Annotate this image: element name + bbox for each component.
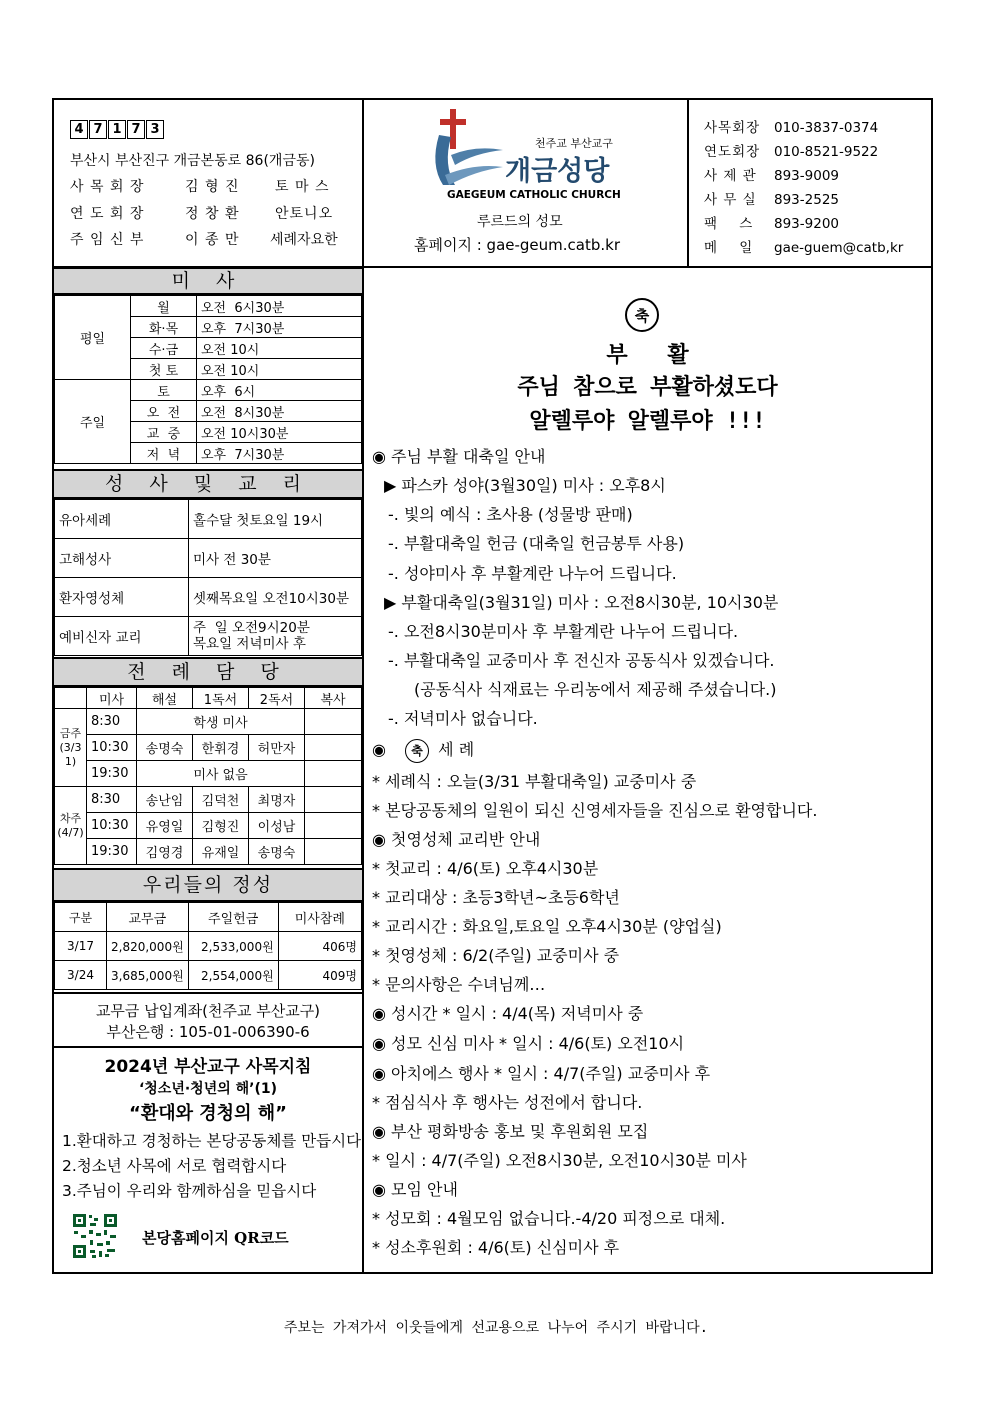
commentator: 송명숙	[137, 735, 193, 761]
church-name: 개금성당	[505, 156, 610, 187]
sunday-offering-amount: 2,533,000원	[188, 932, 278, 961]
first-reader: 유재일	[193, 839, 249, 865]
sacrament-name: 고해성사	[55, 539, 189, 578]
column-header: 복사	[305, 688, 362, 709]
contact-value: 893-2525	[774, 192, 839, 208]
altar-server	[305, 813, 362, 839]
mass-time: 오후 7시30분	[197, 317, 362, 338]
pastoral-item: 3.주님이 우리와 함께하심을 믿읍시다	[62, 1182, 317, 1200]
mass-time: 오전 10시	[197, 359, 362, 380]
schedule-item: ▶ 부활대축일(3월31일) 미사 : 오전8시30분, 10시30분	[384, 593, 779, 612]
contact-value: 893-9200	[774, 216, 839, 232]
staff-name: 정 창 환	[185, 206, 240, 222]
column-header: 구분	[55, 903, 107, 932]
sacrament-time: 주 일 오전9시20분	[193, 620, 310, 636]
sacrament-name: 환자영성체	[55, 578, 189, 617]
mass-day: 첫 토	[131, 359, 197, 380]
section-heading: ◉ 성시간 * 일시 : 4/4(목) 저녁미사 중	[372, 1004, 644, 1023]
sacrament-name: 유아세례	[55, 500, 189, 539]
column-header: 교무금	[107, 903, 189, 932]
notice-item: * 일시 : 4/7(주일) 오전8시30분, 오전10시30분 미사	[372, 1151, 747, 1170]
corner-cell	[55, 688, 87, 709]
easter-subtitle: 주님 참으로 부활하셨도다	[517, 375, 778, 400]
staff-baptism-name: 토 마 스	[275, 179, 330, 195]
section-heading: ◉ 성모 신심 미사 * 일시 : 4/6(토) 오전10시	[372, 1034, 685, 1053]
baptism-title: 세 례	[438, 740, 475, 759]
detail-note: (공동식사 식재료는 우리농에서 제공해 주셨습니다.)	[414, 680, 777, 699]
mass-day: 화·목	[131, 317, 197, 338]
notice-item: * 문의사항은 수녀님께…	[372, 975, 546, 994]
homepage-link[interactable]: 홈페이지 : gae-geum.catb.kr	[414, 236, 621, 254]
zip-digit: 4	[70, 120, 88, 139]
roster-note: 학생 미사	[137, 709, 305, 735]
detail-item: -. 부활대축일 헌금 (대축일 헌금봉투 사용)	[388, 534, 685, 553]
church-english-name: GAEGEUM CATHOLIC CHURCH	[447, 189, 621, 201]
staff-name: 이 종 만	[185, 232, 240, 248]
notice-item: * 첫교리 : 4/6(토) 오후4시30분	[372, 859, 599, 878]
bank-account-number: 부산은행 : 105-01-006390-6	[106, 1023, 310, 1041]
detail-item: -. 저녁미사 없습니다.	[388, 709, 538, 728]
mass-time: 8:30	[87, 787, 137, 813]
first-reader: 김덕천	[193, 787, 249, 813]
section-heading: ◉ 모임 안내	[372, 1180, 458, 1199]
bullet-icon: ◉	[372, 740, 386, 759]
column-header: 미사	[87, 688, 137, 709]
staff-role: 연 도 회 장	[70, 206, 145, 222]
mass-schedule-table	[54, 295, 362, 464]
altar-server	[305, 839, 362, 865]
contact-label: 팩 스	[704, 216, 754, 232]
sacrament-time: 목요일 저녁미사 후	[193, 636, 306, 652]
altar-server	[305, 735, 362, 761]
notice-item: * 성소후원회 : 4/6(토) 신심미사 후	[372, 1238, 620, 1257]
contact-label: 메 일	[704, 240, 754, 256]
contact-row	[704, 116, 878, 136]
pastoral-item: 1.환대하고 경청하는 본당공동체를 만듭시다	[62, 1132, 362, 1150]
second-reader: 송명숙	[249, 839, 305, 865]
detail-item: -. 오전8시30분미사 후 부활계란 나누어 드립니다.	[388, 622, 739, 641]
mass-time: 8:30	[87, 709, 137, 735]
column-header: 해설	[137, 688, 193, 709]
column-header: 주일헌금	[188, 903, 278, 932]
contact-value: 010-3837-0374	[774, 120, 879, 136]
celebration-badge-icon: 축	[625, 298, 659, 332]
contact-row	[704, 140, 878, 160]
tithe-amount: 3,685,000원	[107, 961, 189, 990]
contact-value: 010-8521-9522	[774, 144, 879, 160]
easter-title: 부 활	[606, 343, 689, 368]
liturgy-roster-table	[54, 687, 362, 865]
contact-row	[704, 188, 839, 208]
sacrament-time: 미사 전 30분	[189, 539, 362, 578]
contact-label: 연도회장	[704, 144, 761, 160]
mass-time: 오전 10시30분	[197, 422, 362, 443]
mass-day: 토	[131, 380, 197, 401]
staff-role: 사 목 회 장	[70, 179, 145, 195]
sunday-offering-amount: 2,554,000원	[188, 961, 278, 990]
mass-time: 19:30	[87, 839, 137, 865]
mass-day: 저 녁	[131, 443, 197, 464]
mass-time: 오전 10시	[197, 338, 362, 359]
contact-row	[704, 164, 839, 184]
column-header: 2독서	[249, 688, 305, 709]
sacrament-time: 셋째목요일 오전10시30분	[189, 578, 362, 617]
detail-item: -. 성야미사 후 부활계란 나누어 드립니다.	[388, 564, 677, 583]
alleluia-line: 알렐루야 알렐루야 !!!	[529, 409, 766, 434]
zip-digit: 7	[127, 120, 145, 139]
sacraments-section-title: 성 사 및 교 리	[54, 469, 362, 499]
section-heading: ◉ 주님 부활 대축일 안내	[372, 447, 546, 466]
first-reader: 김형진	[193, 813, 249, 839]
liturgy-section-title: 전 례 담 당	[54, 657, 362, 687]
section-heading: ◉ 아치에스 행사 * 일시 : 4/7(주일) 교중미사 후	[372, 1064, 711, 1083]
contact-label: 사목회장	[704, 120, 761, 136]
mass-time: 오후 6시	[197, 380, 362, 401]
weekday-label: 평일	[55, 296, 131, 380]
mass-time: 10:30	[87, 735, 137, 761]
offering-section-title: 우리들의 정성	[54, 868, 362, 902]
zip-code	[70, 120, 164, 139]
section-line	[52, 992, 362, 994]
pastoral-theme: “환대와 경청의 해”	[129, 1103, 287, 1124]
notice-item: * 교리대상 : 초등3학년~초등6학년	[372, 888, 620, 907]
notice-item: * 교리시간 : 화요일,토요일 오후4시30분 (양업실)	[372, 917, 722, 936]
sacrament-time: 홀수달 첫토요일 19시	[189, 500, 362, 539]
mass-time: 오후 7시30분	[197, 443, 362, 464]
celebration-badge-icon: 축	[405, 739, 429, 763]
account-info: 교무금 납입계좌(천주교 부산교구)	[95, 1002, 321, 1020]
notice-item: * 성모회 : 4월모임 없습니다.-4/20 피정으로 대체.	[372, 1209, 726, 1228]
contact-value: 893-9009	[774, 168, 839, 184]
week-label: 차주(4/7)	[55, 787, 87, 865]
qr-code-icon[interactable]	[72, 1213, 118, 1259]
church-logo	[425, 105, 665, 205]
detail-item: -. 부활대축일 교중미사 후 전신자 공동식사 있겠습니다.	[388, 651, 775, 670]
offering-table	[54, 902, 362, 990]
contact-value[interactable]: gae-guem@catb,kr	[774, 240, 904, 256]
footer-note: 주보는 가져가서 이웃들에게 선교용으로 나누어 주시기 바랍니다.	[283, 1320, 709, 1336]
roster-note: 미사 없음	[137, 761, 305, 787]
notice-item: * 점심식사 후 행사는 성전에서 합니다.	[372, 1093, 643, 1112]
contact-label: 사 무 실	[704, 192, 757, 208]
sunday-label: 주일	[55, 380, 131, 464]
patron-saint: 루르드의 성모	[477, 214, 563, 230]
contact-label: 사 제 관	[704, 168, 757, 184]
diocese-name: 천주교 부산교구	[535, 137, 613, 150]
first-reader: 한휘경	[193, 735, 249, 761]
column-header: 미사참례	[278, 903, 361, 932]
mass-time: 19:30	[87, 761, 137, 787]
pastoral-guideline-title: 2024년 부산교구 사목지침	[104, 1057, 312, 1077]
qr-code-label: 본당홈페이지 QR코드	[142, 1229, 289, 1247]
commentator: 유영일	[137, 813, 193, 839]
zip-digit: 3	[146, 120, 164, 139]
sacrament-name: 예비신자 교리	[55, 617, 189, 656]
mass-section-title: 미 사	[54, 267, 362, 295]
contact-row	[704, 236, 903, 256]
mass-time: 10:30	[87, 813, 137, 839]
section-line	[52, 1046, 362, 1048]
cross-logo-icon	[425, 105, 505, 200]
notice-item: * 세례식 : 오늘(3/31 부활대축일) 교중미사 중	[372, 772, 697, 791]
staff-name: 김 형 진	[185, 179, 240, 195]
zip-digit: 7	[89, 120, 107, 139]
column-header: 1독서	[193, 688, 249, 709]
staff-baptism-name: 세례자요한	[270, 232, 338, 248]
section-heading: ◉ 첫영성체 교리반 안내	[372, 830, 541, 849]
pastoral-item: 2.청소년 사목에 서로 협력합시다	[62, 1157, 287, 1175]
second-reader: 이성남	[249, 813, 305, 839]
altar-server	[305, 787, 362, 813]
staff-role: 주 임 신 부	[70, 232, 145, 248]
offering-date: 3/24	[55, 961, 107, 990]
pastoral-year-subtitle: ‘청소년·청년의 해’(1)	[138, 1081, 278, 1097]
staff-baptism-name: 안토니오	[275, 206, 334, 222]
column-divider	[362, 98, 364, 1274]
header-divider	[687, 98, 689, 266]
notice-item: * 본당공동체의 일원이 되신 신영세자들을 진심으로 환영합니다.	[372, 801, 818, 820]
contact-row	[704, 212, 839, 232]
attendance-count: 406명	[278, 932, 361, 961]
baptism-heading	[372, 737, 474, 763]
tithe-amount: 2,820,000원	[107, 932, 189, 961]
detail-item: -. 빛의 예식 : 초사용 (성물방 판매)	[388, 505, 633, 524]
section-heading: ◉ 부산 평화방송 홍보 및 후원회원 모집	[372, 1122, 649, 1141]
mass-time: 오전 6시30분	[197, 296, 362, 317]
week-label: 금주(3/31)	[55, 709, 87, 787]
commentator: 송난임	[137, 787, 193, 813]
mass-day: 오 전	[131, 401, 197, 422]
second-reader: 최명자	[249, 787, 305, 813]
mass-day: 교 중	[131, 422, 197, 443]
zip-digit: 1	[108, 120, 126, 139]
sacraments-table	[54, 499, 362, 656]
mass-day: 월	[131, 296, 197, 317]
commentator: 김영경	[137, 839, 193, 865]
notice-item: * 첫영성체 : 6/2(주일) 교중미사 중	[372, 946, 620, 965]
offering-date: 3/17	[55, 932, 107, 961]
attendance-count: 409명	[278, 961, 361, 990]
schedule-item: ▶ 파스카 성야(3월30일) 미사 : 오후8시	[384, 476, 666, 495]
mass-time: 오전 8시30분	[197, 401, 362, 422]
mass-day: 수·금	[131, 338, 197, 359]
church-address: 부산시 부산진구 개금본동로 86(개금동)	[70, 153, 315, 169]
second-reader: 허만자	[249, 735, 305, 761]
